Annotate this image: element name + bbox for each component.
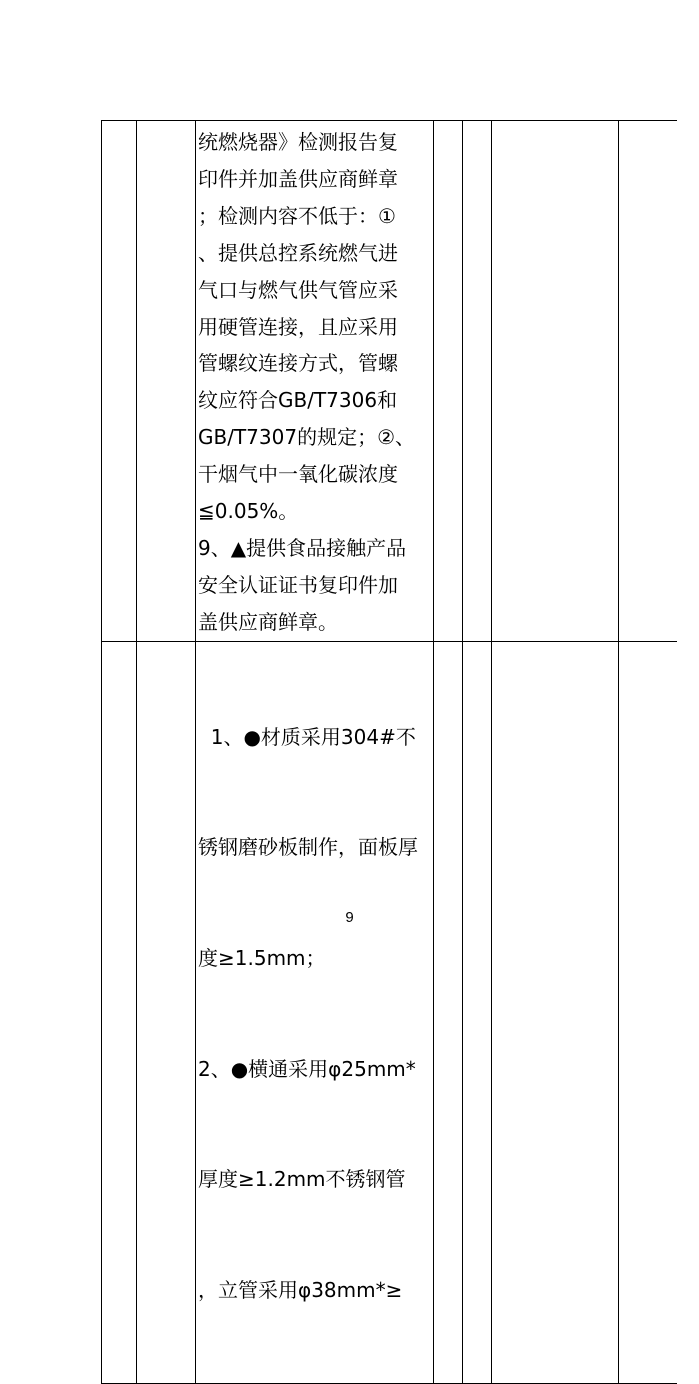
specification-table — [101, 120, 677, 1384]
page-number: 9 — [345, 909, 354, 926]
table-cell-price — [492, 121, 619, 642]
text-line: ；检测内容不低于：① — [198, 203, 396, 228]
description-text — [196, 642, 433, 1383]
table-cell-name — [137, 121, 196, 642]
text-line: 纹应符合GB/T7306和 — [198, 388, 398, 413]
text-line: 厚度≥1.2mm不锈钢管 — [198, 1167, 406, 1192]
table-cell-quantity — [463, 641, 492, 1383]
table-cell-index — [102, 641, 137, 1383]
table-cell-remarks — [619, 121, 677, 642]
text-line: 、提供总控系统燃气进 — [198, 240, 398, 265]
text-line: 用硬管连接，且应采用 — [198, 314, 398, 339]
text-line: GB/T7307的规定；②、 — [198, 425, 416, 450]
table-cell-unit — [434, 121, 463, 642]
table-row — [102, 121, 677, 642]
table-cell-name — [137, 641, 196, 1383]
text-line: 安全认证证书复印件加 — [198, 572, 398, 597]
table-row — [102, 641, 677, 1383]
text-line: 盖供应商鲜章。 — [198, 609, 338, 634]
table-cell-price — [492, 641, 619, 1383]
table-cell-unit — [434, 641, 463, 1383]
text-line: 管螺纹连接方式，管螺 — [198, 351, 398, 376]
table-cell-remarks — [619, 641, 677, 1383]
table-cell-description — [196, 641, 434, 1383]
text-line: ，立管采用φ38mm*≥ — [198, 1278, 403, 1303]
text-line: 气口与燃气供气管应采 — [198, 277, 398, 302]
text-line: 9、▲提供食品接触产品 — [198, 535, 407, 560]
table-cell-quantity — [463, 121, 492, 642]
text-line: 度≥1.5mm； — [198, 945, 326, 970]
text-line: ≦0.05%。 — [198, 499, 299, 524]
text-line: 干烟气中一氧化碳浓度 — [198, 462, 398, 487]
table-cell-description — [196, 121, 434, 642]
description-text — [196, 121, 433, 641]
text-line: 印件并加盖供应商鲜章 — [198, 166, 398, 191]
table-cell-index — [102, 121, 137, 642]
text-line: 锈钢磨砂板制作，面板厚 — [198, 835, 418, 860]
text-line: 2、●横通采用φ25mm* — [198, 1056, 416, 1081]
text-line: 1、●材质采用304#不 — [198, 724, 416, 749]
text-line: 统燃烧器》检测报告复 — [198, 130, 398, 154]
